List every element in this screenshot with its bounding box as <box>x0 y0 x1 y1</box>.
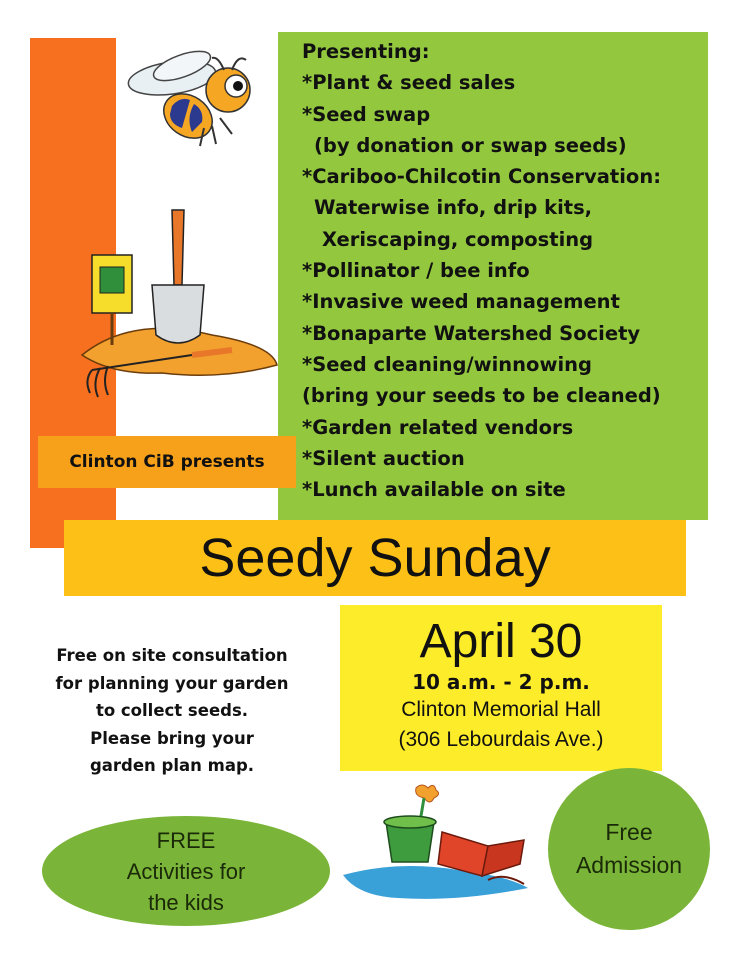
kids-line: Activities for <box>126 858 246 884</box>
list-item: *Seed swap <box>302 102 431 126</box>
admission-line: Free <box>605 819 653 845</box>
event-address: (306 Lebourdais Ave.) <box>398 728 604 751</box>
list-item: *Plant & seed sales <box>302 71 516 95</box>
list-item: *Cariboo-Chilcotin Conservation: <box>302 165 661 189</box>
presenting-heading: Presenting: <box>302 40 430 63</box>
consultation-line: for planning your garden <box>55 673 289 693</box>
kids-line: the kids <box>148 889 224 915</box>
list-item: *Garden related vendors <box>302 415 574 439</box>
list-item: (bring your seeds to be cleaned) <box>302 384 661 408</box>
kids-line: FREE <box>156 827 216 853</box>
flower-pots-illustration <box>338 780 538 910</box>
consultation-line: Please bring your <box>90 728 254 748</box>
list-item: *Pollinator / bee info <box>302 259 530 283</box>
list-item: *Silent auction <box>302 446 465 470</box>
list-item: *Seed cleaning/winnowing <box>302 352 592 376</box>
event-details <box>340 605 662 771</box>
list-item: *Bonaparte Watershed Society <box>302 321 641 345</box>
garden-tools-illustration <box>72 205 282 405</box>
list-item: Xeriscaping, composting <box>322 227 594 251</box>
kids-activities-badge <box>42 816 330 926</box>
event-title: Seedy Sunday <box>64 520 686 596</box>
consultation-line: garden plan map. <box>89 756 255 775</box>
bee-illustration <box>120 48 270 158</box>
admission-line: Admission <box>575 852 683 878</box>
free-admission-badge <box>548 768 710 930</box>
consultation-line: Free on site consultation <box>56 646 288 665</box>
consultation-line: to collect seeds. <box>95 701 249 720</box>
presenter-label: Clinton CiB presents <box>38 436 296 488</box>
event-time: 10 a.m. - 2 p.m. <box>412 670 590 694</box>
list-item: *Lunch available on site <box>302 478 566 502</box>
presenting-panel <box>278 32 708 520</box>
list-item: (by donation or swap seeds) <box>314 133 627 157</box>
presenting-list <box>278 32 708 505</box>
list-item: Waterwise info, drip kits, <box>314 196 593 220</box>
event-venue: Clinton Memorial Hall <box>401 698 601 721</box>
list-item: *Invasive weed management <box>302 290 620 314</box>
consultation-note <box>22 642 322 780</box>
event-date: April 30 <box>419 615 583 668</box>
